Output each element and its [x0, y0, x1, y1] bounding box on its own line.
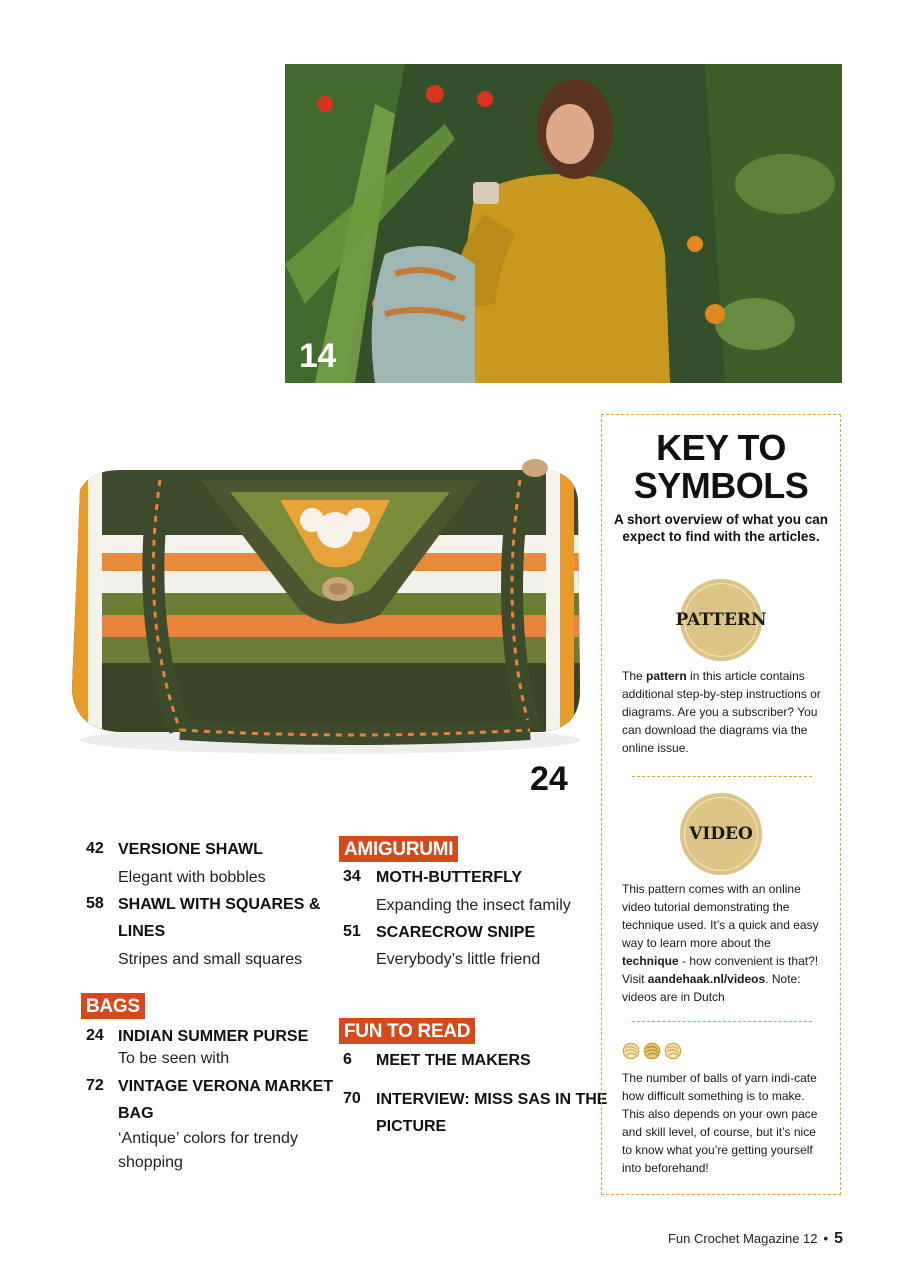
toc-page-number: 24	[86, 1027, 104, 1044]
toc-page-number: 70	[343, 1090, 361, 1107]
pattern-badge-icon: PATTERN	[680, 579, 762, 661]
video-link[interactable]: aandehaak.nl/videos	[647, 972, 766, 986]
toc-title-continued[interactable]: PICTURE	[376, 1118, 447, 1135]
category-label-fun-to-read: FUN TO READ	[339, 1018, 475, 1044]
toc-subtitle: Stripes and small squares	[118, 951, 303, 968]
toc-title[interactable]: INTERVIEW: MISS SAS IN THE	[376, 1091, 608, 1108]
video-text-mid: - how convenient is that?! Visit	[622, 954, 819, 986]
toc-title-continued[interactable]: LINES	[118, 923, 166, 940]
key-subtitle: A short overview of what you can expect to find with the articles.	[613, 512, 829, 544]
magazine-name: Fun Crochet Magazine 12	[667, 1231, 818, 1246]
hero-photo-illustration	[285, 64, 842, 383]
page-footer	[668, 1230, 843, 1248]
video-text-bold1: technique	[622, 954, 679, 968]
bag-illustration	[60, 440, 590, 760]
page-number: 5	[834, 1230, 843, 1247]
pattern-text-post: in this article contains additional step-by-step instructions or diagrams. Are you a subscriber? You can download the diagrams via the online issue.	[622, 669, 821, 755]
category-label-amigurumi: AMIGURUMI	[339, 836, 458, 862]
pattern-text-pre: The	[622, 669, 647, 683]
bag-photo	[60, 440, 590, 760]
toc-page-number: 6	[343, 1051, 352, 1068]
toc-title[interactable]: INDIAN SUMMER PURSE	[118, 1028, 309, 1045]
video-description	[622, 880, 822, 1006]
key-title-line1: KEY TO	[656, 427, 786, 468]
yarn-difficulty-icons	[622, 1042, 682, 1060]
divider	[632, 1021, 812, 1022]
yarn-ball-icon	[643, 1042, 661, 1060]
video-badge-icon: VIDEO	[680, 793, 762, 875]
hero-page-number: 14	[299, 337, 336, 375]
toc-title[interactable]: VERSIONE SHAWL	[118, 841, 263, 858]
pattern-description	[622, 667, 822, 757]
toc-title[interactable]: MEET THE MAKERS	[376, 1052, 531, 1069]
toc-page-number: 58	[86, 895, 104, 912]
yarn-ball-icon	[622, 1042, 640, 1060]
key-title-line2: SYMBOLS	[633, 465, 809, 506]
toc-subtitle: Expanding the insect family	[376, 897, 571, 914]
toc-subtitle: Elegant with bobbles	[118, 869, 266, 886]
video-text-post: . Note: videos are in Dutch	[622, 972, 801, 1004]
footer-separator: •	[823, 1231, 829, 1246]
toc-subtitle-continued: shopping	[118, 1154, 183, 1171]
toc-title[interactable]: VINTAGE VERONA MARKET	[118, 1078, 334, 1095]
bag-page-number: 24	[530, 760, 568, 798]
toc-title[interactable]: SHAWL WITH SQUARES &	[118, 896, 321, 913]
toc-title[interactable]: MOTH-BUTTERFLY	[376, 869, 523, 886]
yarn-description: The number of balls of yarn indi-cate how difficult something is to make. This also depends on your own pace and skill level, of course, but it’s nice to know what you’re getting yourself into beforehand!	[622, 1071, 818, 1175]
pattern-text-bold: pattern	[646, 669, 687, 683]
toc-title-continued[interactable]: BAG	[118, 1105, 154, 1122]
toc-page-number: 34	[343, 868, 361, 885]
toc-subtitle: ‘Antique’ colors for trendy	[118, 1130, 298, 1147]
hero-photo-woman-sweater	[285, 64, 842, 383]
toc-title[interactable]: SCARECROW SNIPE	[376, 924, 536, 941]
toc-subtitle: Everybody’s little friend	[376, 951, 541, 968]
divider	[632, 776, 812, 777]
category-label-bags: BAGS	[81, 993, 145, 1019]
video-text-pre: This pattern comes with an online video tutorial demonstrating the technique used. It’s a quick and easy way to learn more about the	[622, 882, 819, 950]
toc-page-number: 51	[343, 923, 361, 940]
key-to-symbols-box	[601, 414, 841, 1195]
toc-page-number: 72	[86, 1077, 104, 1094]
toc-subtitle: To be seen with	[118, 1050, 230, 1067]
key-title	[602, 429, 840, 505]
yarn-ball-icon	[664, 1042, 682, 1060]
toc-page-number: 42	[86, 840, 104, 857]
